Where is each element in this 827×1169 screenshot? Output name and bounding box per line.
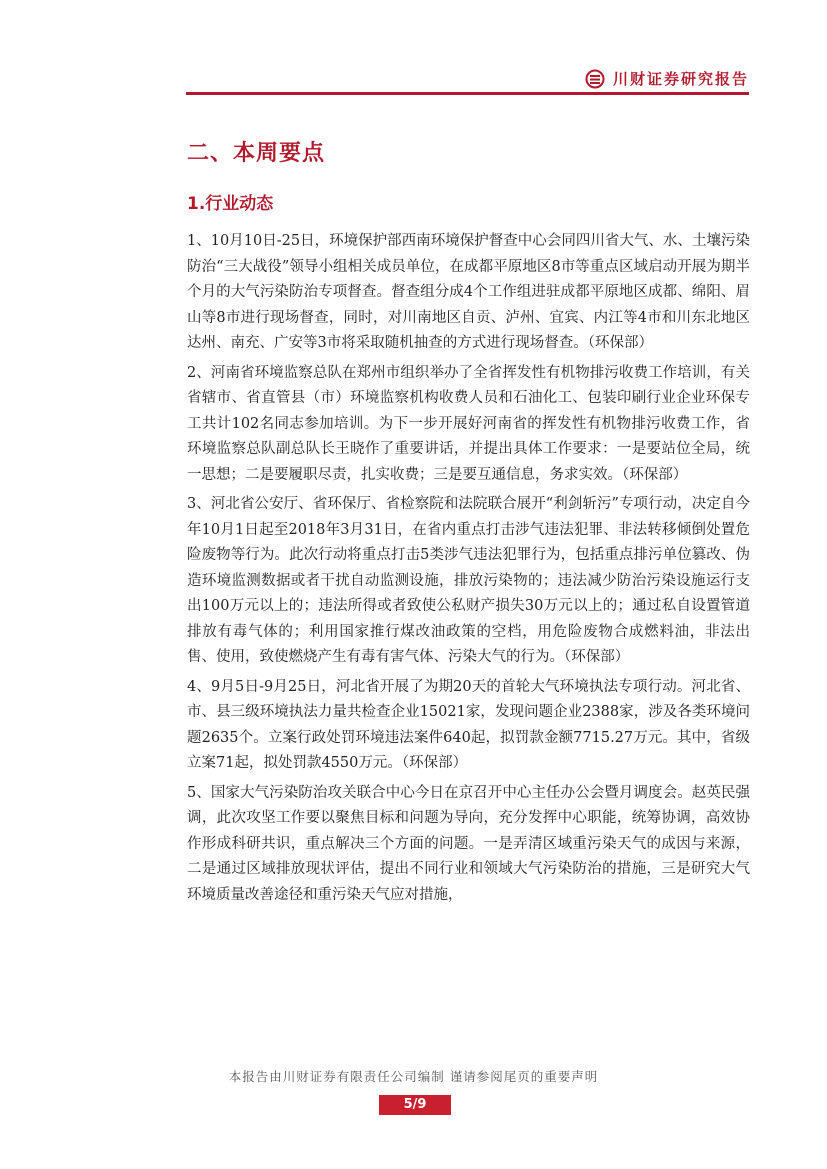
section-title: 二、本周要点 bbox=[187, 141, 326, 166]
body-text bbox=[187, 229, 750, 912]
paragraph: 1、10月10日-25日，环境保护部西南环境保护督查中心会同四川省大气、水、土壤污染防治“三大战役”领导小组相关成员单位，在成都平原地区8市等重点区域启动开展为期半个月的大气污染防治专项督查。督查组分成4个工作组进驻成都平原地区成都、绵阳、眉山等8市进行现场督查，同时，对川南地区自贡、泸州、宜宾、内江等4市和川东北地区达州、南充、广安等3市将采取随机抽查的方式进行现场督查。（环保部） bbox=[187, 233, 750, 351]
subsection-title: 1.行业动态 bbox=[187, 194, 274, 214]
paragraph: 3、河北省公安厅、省环保厅、省检察院和法院联合展开“利剑斩污”专项行动，决定自今年10月1日起至2018年3月31日，在省内重点打击涉气违法犯罪、非法转移倾倒处置危险废物等行为。此次行动将重点打击5类涉气违法犯罪行为，包括重点排污单位篡改、伪造环境监测数据或者干扰自动监测设施，排放污染物的；违法减少防治污染设施运行支出100万元以上的；违法所得或者致使公私财产损失30万元以上的；通过私自设置管道排放有毒气体的；利用国家推行煤改油政策的空档，用危险废物合成燃料油，非法出售、使用，致使燃烧产生有毒有害气体、污染大气的行为。（环保部） bbox=[187, 496, 750, 665]
brand-name: 川财证券研究报告 bbox=[612, 70, 749, 88]
chuancai-logo-icon bbox=[585, 69, 605, 89]
footer-disclaimer: 本报告由川财证券有限责任公司编制 谨请参阅尾页的重要声明 bbox=[228, 1069, 599, 1084]
paragraph: 5、国家大气污染防治攻关联合中心今日在京召开中心主任办公会暨月调度会。赵英民强调，此次攻坚工作要以聚焦目标和问题为导向，充分发挥中心职能，统筹协调，高效协作形成科研共识，重点解决三个方面的问题。一是弄清区域重污染天气的成因与来源，二是通过区域排放现状评估，提出不同行业和领域大气污染防治的措施，三是研究大气环境质量改善途径和重污染天气应对措施， bbox=[187, 784, 750, 903]
paragraph: 2、河南省环境监察总队在郑州市组织举办了全省挥发性有机物排污收费工作培训，有关省辖市、省直管县（市）环境监察机构收费人员和石油化工、包装印刷行业企业环保专工共计102名同志参加培训。为下一步开展好河南省的挥发性有机物排污收费工作，省环境监察总队副总队长王晓作了重要讲话，并提出具体工作要求：一是要站位全局，统一思想；二是要履职尽责，扎实收费；三是要互通信息，务求实效。（环保部） bbox=[187, 364, 750, 483]
paragraph: 4、9月5日-9月25日，河北省开展了为期20天的首轮大气环境执法专项行动。河北省、市、县三级环境执法力量共检查企业15021家，发现问题企业2388家，涉及各类环境问题2635个。立案行政处罚环境违法案件640起，拟罚款金额7715.27万元。其中，省级立案71起，拟处罚款4550万元。（环保部） bbox=[187, 678, 750, 771]
brand bbox=[585, 68, 749, 89]
page-number: 5/9 bbox=[379, 1095, 451, 1115]
header-divider bbox=[186, 92, 749, 95]
